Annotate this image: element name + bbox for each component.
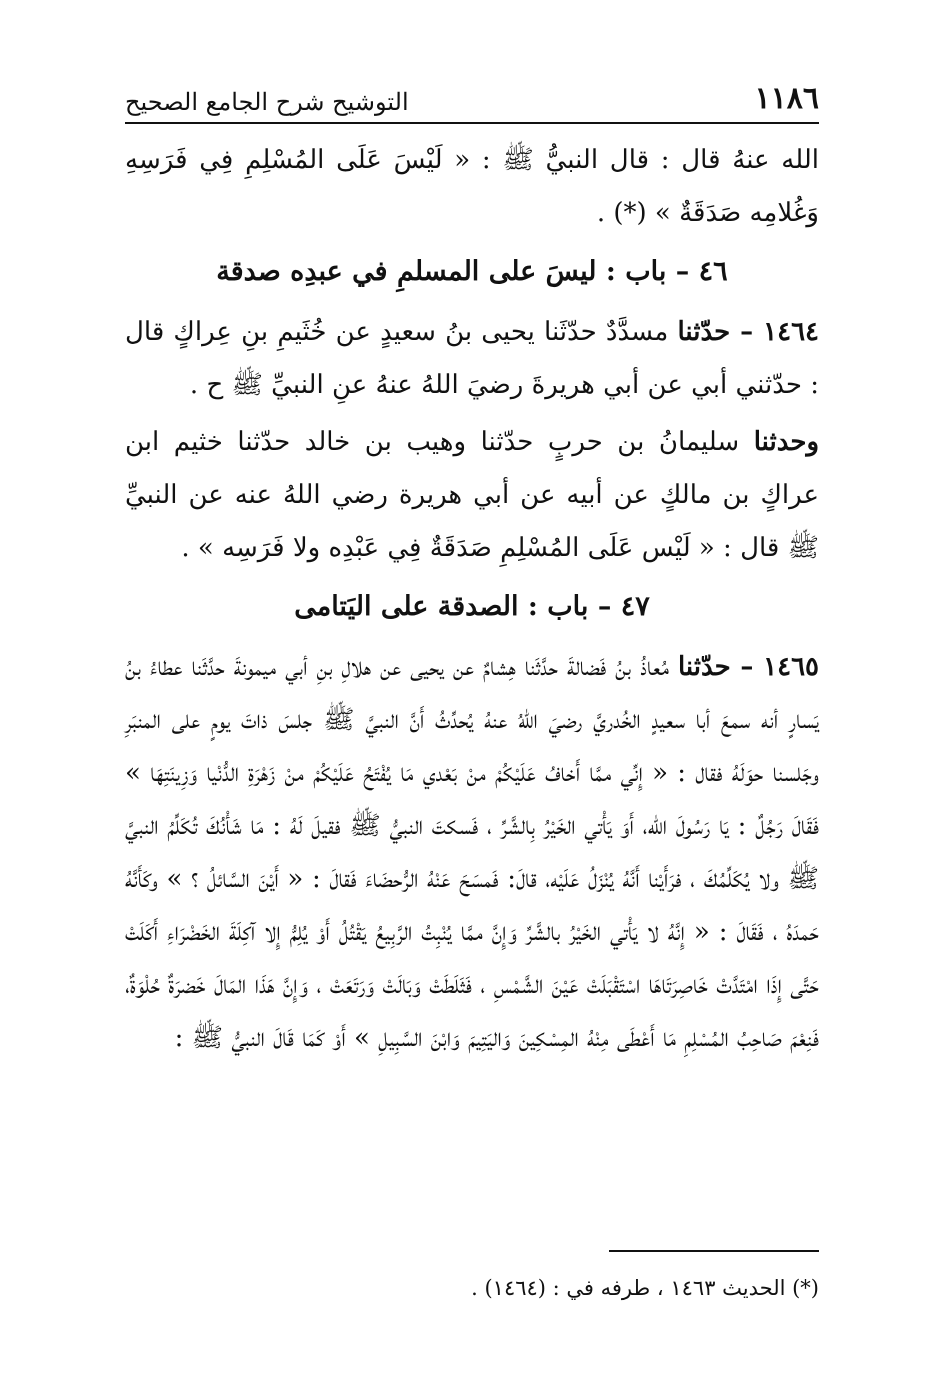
footnote-divider: [609, 1250, 819, 1252]
hadith-1464-second-chain: [125, 416, 819, 575]
page-body: [125, 134, 819, 1065]
chapter-heading-46: ٤٦ – باب : ليسَ على المسلمِ في عبدِه صدقة: [216, 256, 728, 287]
hadith-1465-lead: ١٤٦٥ – حدّثنا: [677, 652, 820, 682]
page-header: [125, 80, 819, 124]
hadith-1465: [125, 641, 819, 1065]
running-title: التوشيح شرح الجامع الصحيح: [125, 88, 409, 116]
hadith-1464-lead2: وحدثنا: [753, 427, 819, 457]
page-number: ١١٨٦: [754, 81, 819, 116]
footnote-1: (*) الحديث ١٤٦٣ ، طرفه في : (١٤٦٤) .: [471, 1276, 819, 1300]
hadith-1465-text: مُعاذُ بنُ فَضالةَ حدَّثَنا هِشامٌ عن يحيى عن هلالِ بنِ أبي ميمونةَ حدَّثَنا عطاءُ بنُ يَسارٍ أنه سمعَ أبا سعيدٍ الخُدريَّ رضيَ اللهُ عنهُ يُحدِّثُ أَنَّ النبيَّ ﷺ جلسَ ذاتَ يومٍ على المنبَرِ وجَلسنا حوَلَهُ فقال : « إِنِّي ممَّا أَخافُ عَلَيْكُمْ منْ بَعْدي مَا يُفْتَحُ عَلَيْكُمْ منْ زَهْرَةِ الدُّنْيا وَزِينَتِهَا » فَقَالَ رَجُلٌ : يَا رَسُولَ الله، أَوَ يَأْتي الخَيْرُ بِالشَّرِّ ، فَسكتَ النبيُّ ﷺ فقيلَ لَهُ : مَا شَأْنُكَ تُكَلِّمُ النبيَّ ﷺ ولا يُكَلِّمُكَ ، فرَأَيْنا أَنَّهُ يُنْزَلُ عَلَيْه، قالَ: فَمسَحَ عَنْهُ الرُّحضَاءَ فَقالَ : « أَيْنَ السَّائلُ ؟ » وكَأَنَّهُ حَمدَهُ ، فَقَالَ : « إِنَّهُ لا يَأْتي الخَيْرُ بالشَّرِّ وَإِنَّ ممَّا يُنْبِتُ الرَّبِيعُ يَقْتُلُ أَوْ يُلِمُّ إِلا آكِلَةَ الخَضْرَاءِ أَكَلَتْ حَتَّى إِذَا امْتَدَّتْ خَاصِرَتَاهَا اسْتَقْبَلَتْ عَيْنَ الشَّمْسِ ، فَثَلَطَتْ وَبَالَتْ وَرَتَعَتْ ، وَإِنَّ هَذَا المَالَ خَضرَةٌ حُلْوَةٌ، فَنِعْمَ صَاحِبُ المُسْلِمِ مَا أَعْطَى مِنْهُ المِسْكِينَ وَاليَتِيمَ وَابْنَ السَّبِيلِ » أَوْ كَمَا قَالَ النبيُّ ﷺ :: [125, 652, 819, 1053]
chapter-heading-47: ٤٧ – باب : الصدقة على اليَتامى: [294, 591, 650, 622]
paragraph-continuation: الله عنهُ قال : قال النبيُّ ﷺ : « لَيْسَ عَلَى المُسْلِمِ فِي فَرَسِهِ وَغُلامِه صَدَقَةٌ » (*) .: [125, 145, 819, 228]
footnotes: [125, 1250, 819, 1310]
hadith-1464-lead: ١٤٦٤ – حدّثنا: [677, 317, 819, 347]
hadith-1464-text2: سليمانُ بن حربٍ حدّثنا وهيب بن خالد حدّثنا خثيم ابن عراكٍ بن مالكٍ عن أبيه عن أبي هريرة رضي اللهُ عنه عن النبيِّ ﷺ قال : « لَيْس عَلَى المُسْلِمِ صَدَقَةٌ فِي عَبْدِه ولا فَرَسِه » .: [125, 427, 819, 563]
hadith-1464-text: مسدَّدٌ حدّثَنا يحيى بنُ سعيدٍ عن خُثَيمِ بنِ عِراكٍ قال : حدّثني أبي عن أبي هريرةَ رضيَ اللهُ عنهُ عنِ النبيِّ ﷺ ح .: [125, 317, 819, 400]
hadith-1464: [125, 306, 819, 412]
